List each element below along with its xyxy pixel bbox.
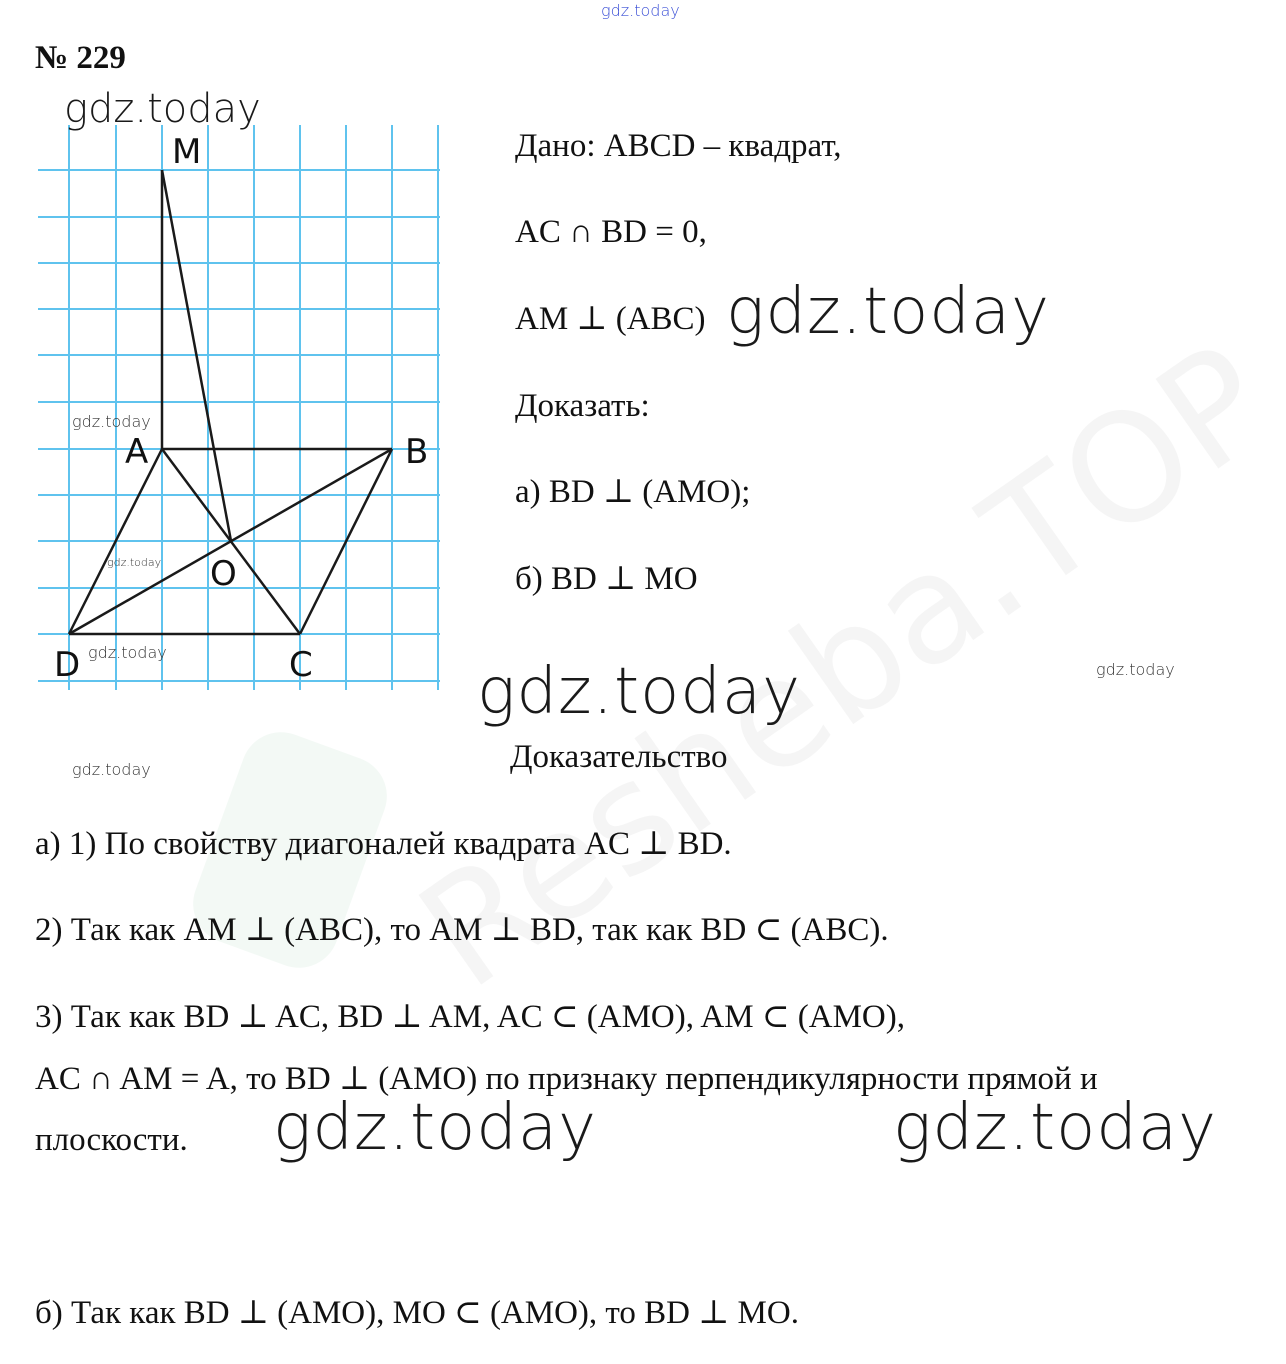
label-point-B: B [405,432,429,472]
label-point-C: C [289,645,313,685]
label-point-O: O [210,554,237,594]
proof-step-a3-line3: плоскости. [35,1122,188,1158]
label-point-M: M [172,132,202,172]
watermark-center: gdz.today [477,655,801,729]
proof-step-b: б) Так как BD ⊥ (AMO), MO ⊂ (AMO), то BD ⊥ MO. [35,1295,799,1331]
figure-watermark-tiny: gdz.today [107,556,162,569]
proof-step-a1: а) 1) По свойству диагоналей квадрата AC ⊥ BD. [35,826,732,862]
given-line-1: Дано: ABCD – квадрат, [515,128,842,164]
given-line-2: AC ∩ BD = 0, [515,214,707,250]
proof-step-a2: 2) Так как AM ⊥ (ABC), то AM ⊥ BD, так как BD ⊂ (ABC). [35,912,889,948]
prove-item-b: б) BD ⊥ MO [515,561,698,597]
proof-step-a3-line1: 3) Так как BD ⊥ AC, BD ⊥ AM, AC ⊂ (AMO), AM ⊂ (AMO), [35,999,905,1035]
prove-heading: Доказать: [515,388,650,424]
given-line-3: AM ⊥ (ABC) [515,301,706,337]
watermark-right-small: gdz.today [1096,660,1175,679]
figure-watermark-top: gdz.today [64,86,261,132]
proof-step-a3-line2: AC ∩ AM = A, то BD ⊥ (AMO) по признаку перпендикулярности прямой и [35,1061,1098,1097]
problem-number: № 229 [35,40,126,76]
watermark-bottom-left: gdz.today [273,1091,597,1165]
label-point-D: D [54,645,81,685]
prove-item-a: а) BD ⊥ (AMO); [515,474,751,510]
grid [38,125,440,690]
figure-watermark-a: gdz.today [72,412,151,431]
top-watermark: gdz.today [601,1,680,20]
watermark-left-mid: gdz.today [72,760,151,779]
proof-heading: Доказательство [510,739,728,775]
label-point-A: A [125,432,149,472]
watermark-given: gdz.today [726,275,1050,349]
watermark-bottom-right: gdz.today [893,1091,1217,1165]
figure-watermark-d: gdz.today [88,643,167,662]
